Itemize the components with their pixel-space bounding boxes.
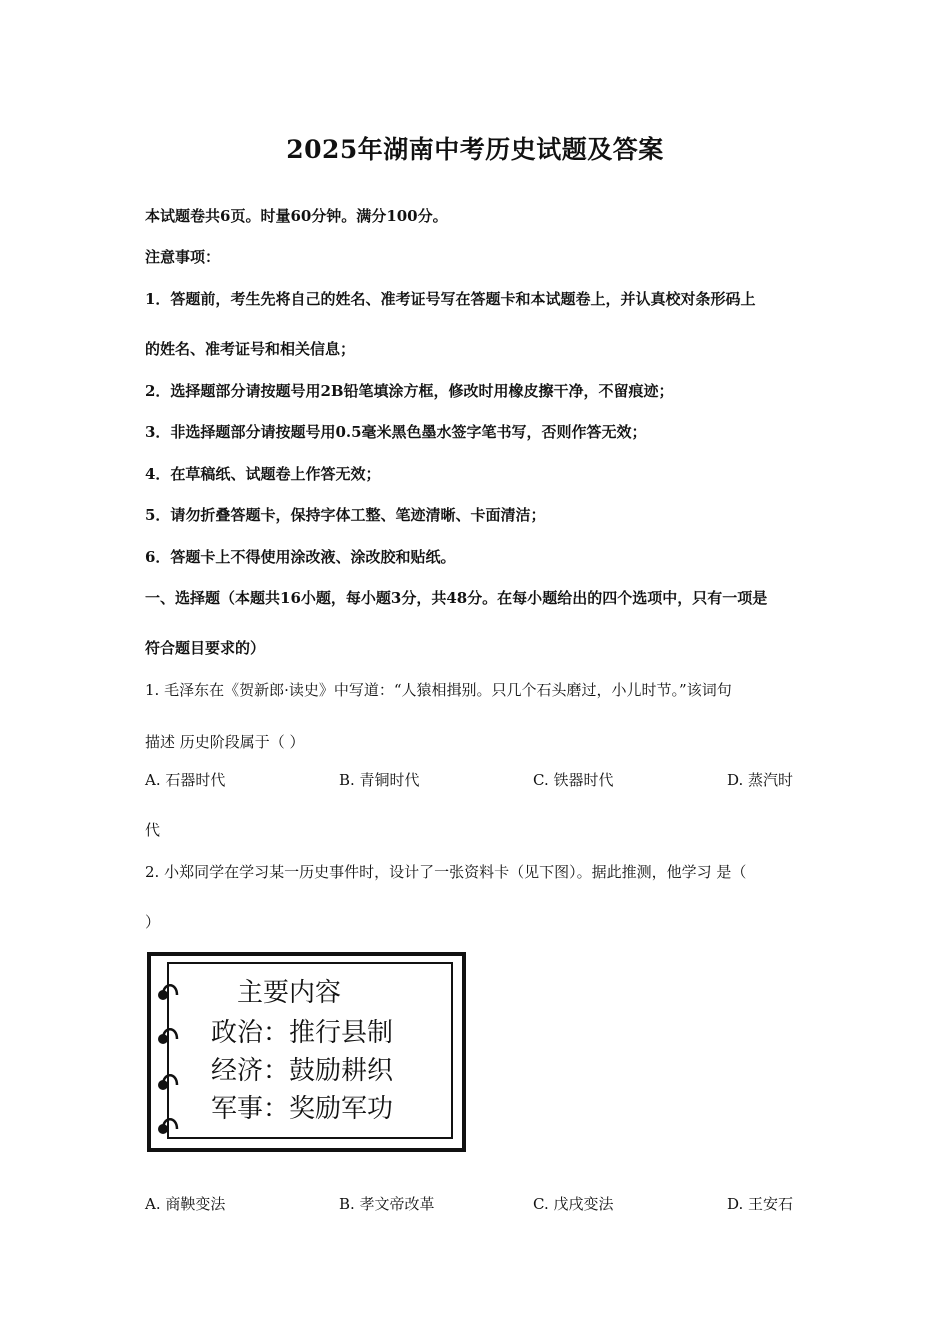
section-heading: 一、选择题（本题共16小题，每小题3分，共48分。在每小题给出的四个选项中，只有一项是: [145, 589, 768, 607]
exam-intro: 本试题卷共6页。时量60分钟。满分100分。: [145, 207, 448, 225]
card-heading: 主要内容: [237, 978, 342, 1008]
option-d[interactable]: D. 王安石: [727, 1195, 794, 1213]
note-line: 5．请勿折叠答题卡，保持字体工整、笔迹清晰、卡面清洁；: [145, 506, 546, 524]
option-b[interactable]: B. 青铜时代: [339, 771, 420, 789]
question-1-stem: 1. 毛泽东在《贺新郎·读史》中写道：“人猿相揖别。只几个石头磨过，小儿时节。”该词句: [145, 681, 732, 699]
binder-ring-icon: [153, 1070, 179, 1096]
note-line: 2．选择题部分请按题号用2B铅笔填涂方框，修改时用橡皮擦干净，不留痕迹；: [145, 382, 674, 400]
option-b[interactable]: B. 孝文帝改革: [339, 1195, 435, 1213]
question-2-options: [145, 1193, 815, 1215]
info-card: [147, 952, 466, 1152]
question-1-options: [145, 769, 815, 791]
binder-ring-icon: [153, 980, 179, 1006]
card-row: 军事：奖励军功: [211, 1094, 394, 1124]
option-a[interactable]: A. 石器时代: [145, 771, 226, 789]
binder-ring-icon: [153, 1114, 179, 1140]
option-c[interactable]: C. 戊戌变法: [533, 1195, 614, 1213]
note-line: 的姓名、准考证号和相关信息；: [145, 340, 356, 358]
question-2-stem: 2. 小郑同学在学习某一历史事件时，设计了一张资料卡（见下图）。据此推测，他学习 是（: [145, 863, 747, 881]
note-line: 6．答题卡上不得使用涂改液、涂改胶和贴纸。: [145, 548, 456, 566]
option-c[interactable]: C. 铁器时代: [533, 771, 614, 789]
note-line: 3．非选择题部分请按题号用0.5毫米黑色墨水签字笔书写，否则作答无效；: [145, 423, 647, 441]
question-2-stem-continued: ）: [145, 913, 161, 931]
card-row: 经济：鼓励耕织: [211, 1056, 394, 1086]
option-d-continued: 代: [145, 821, 161, 839]
note-line: 1．答题前，考生先将自己的姓名、准考证号写在答题卡和本试题卷上，并认真校对条形码上: [145, 290, 756, 308]
binder-ring-icon: [153, 1024, 179, 1050]
card-row: 政治：推行县制: [211, 1018, 394, 1048]
page-title: 2025年湖南中考历史试题及答案: [286, 135, 664, 164]
section-heading-continued: 符合题目要求的）: [145, 639, 266, 657]
note-line: 4．在草稿纸、试题卷上作答无效；: [145, 465, 381, 483]
question-1-stem-continued: 描述 历史阶段属于（ ）: [145, 733, 305, 751]
notes-heading: 注意事项：: [145, 248, 221, 266]
option-d[interactable]: D. 蒸汽时: [727, 771, 794, 789]
option-a[interactable]: A. 商鞅变法: [145, 1195, 226, 1213]
